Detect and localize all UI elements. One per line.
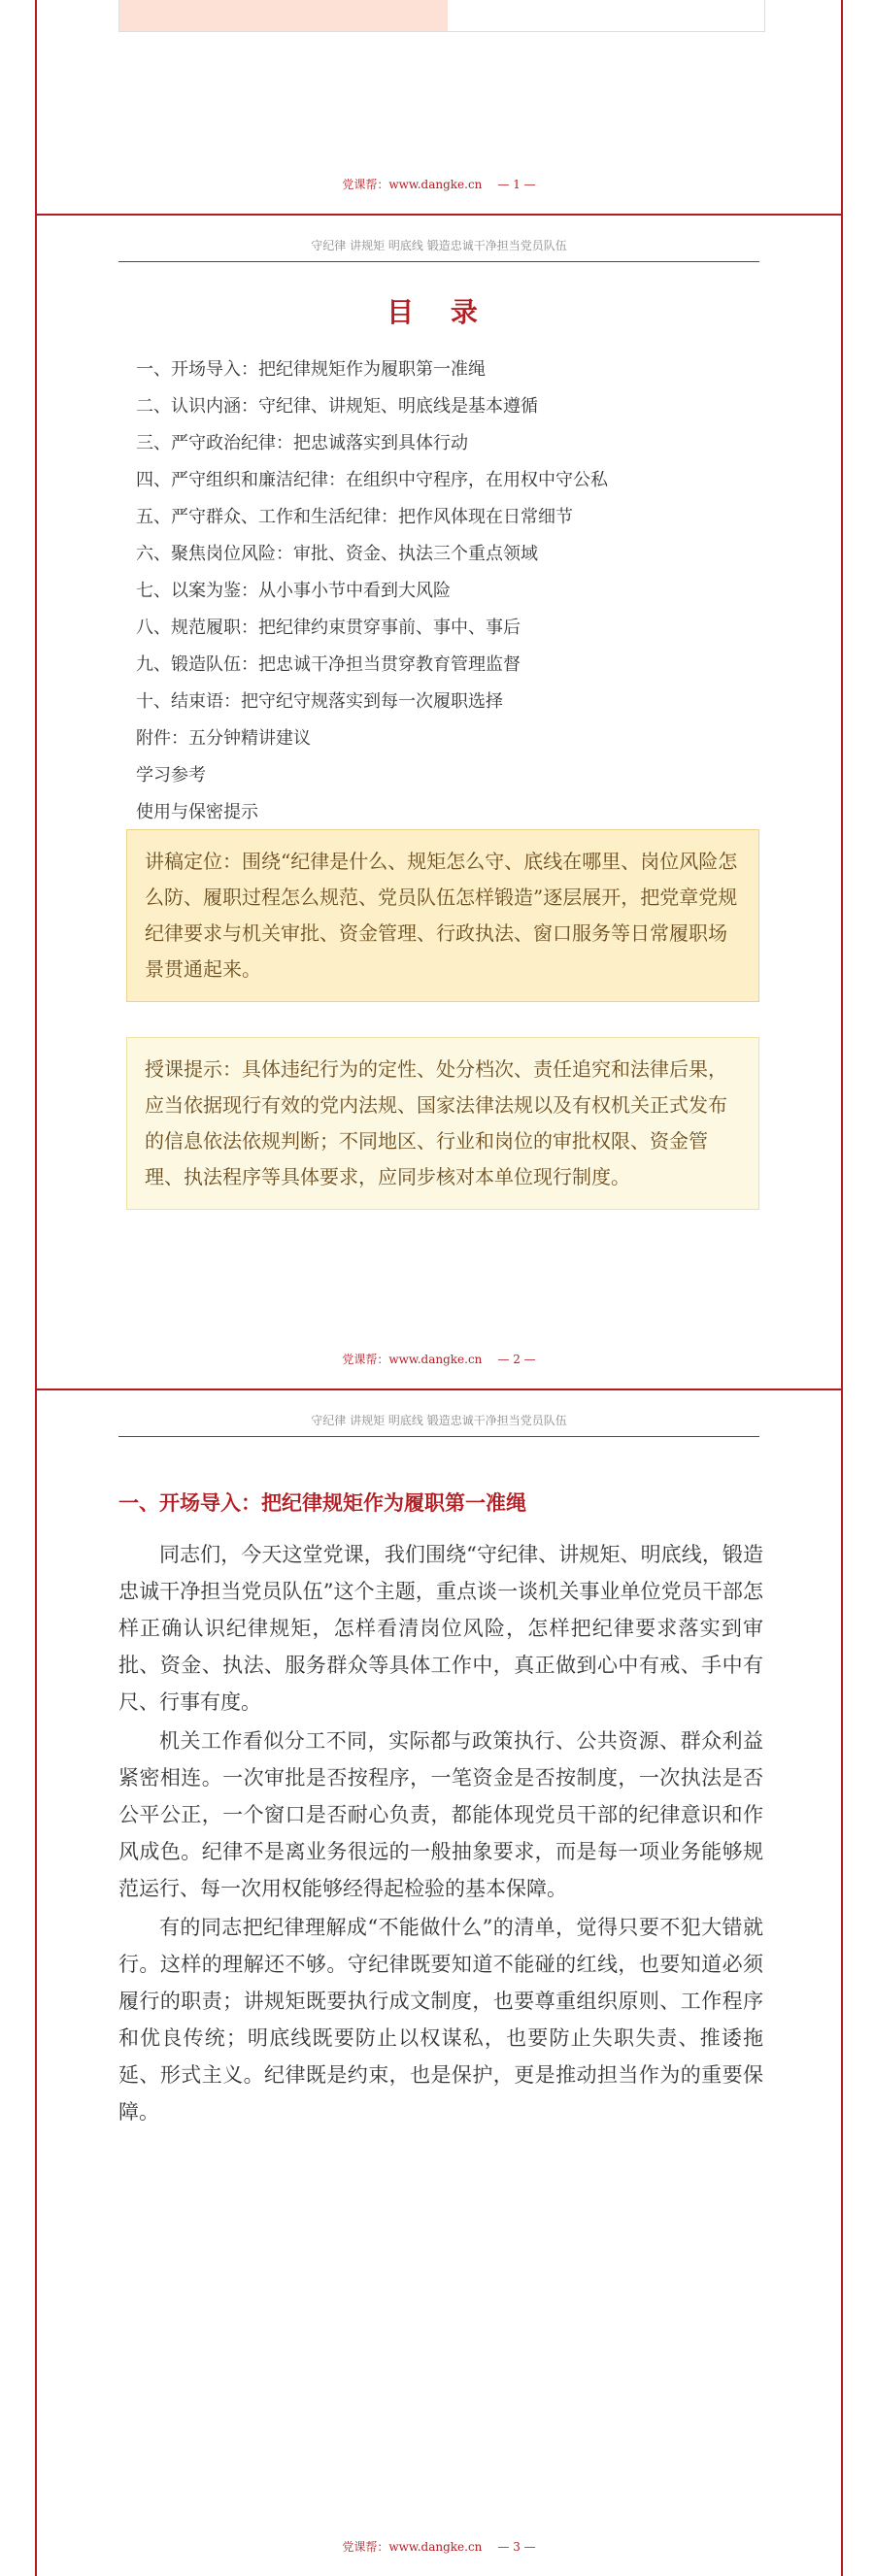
toc-title: 目 录: [387, 296, 491, 328]
toc-item[interactable]: 三、严守政治纪律：把忠诚落实到具体行动: [136, 433, 468, 453]
body-paragraph: 同志们，今天这堂党课，我们围绕“守纪律、讲规矩、明底线，锻造忠诚干净担当党员队伍”这个主题，重点谈一谈机关事业单位党员干部怎样正确认识纪律规矩，怎样看清岗位风险，怎样把纪律要求落实到审批、资金、执法、服务群众等具体工作中，真正做到心中有戒、手中有尺、行事有度。: [118, 1543, 763, 1714]
section-body: [118, 1536, 763, 2132]
toc-item[interactable]: 五、严守群众、工作和生活纪律：把作风体现在日常细节: [136, 507, 573, 527]
toc-item[interactable]: 二、认识内涵：守纪律、讲规矩、明底线是基本遵循: [136, 396, 538, 417]
page-footer: [37, 2538, 841, 2555]
page-2: [35, 216, 843, 1388]
positioning-callout: 讲稿定位：围绕“纪律是什么、规矩怎么守、底线在哪里、岗位风险怎么防、履职过程怎么规范、党员队伍怎样锻造”逐层展开，把党章党规纪律要求与机关审批、资金管理、行政执法、窗口服务等日常履职场景贯通起来。: [126, 829, 759, 1002]
body-paragraph: 机关工作看似分工不同，实际都与政策执行、公共资源、群众利益紧密相连。一次审批是否按程序，一笔资金是否按制度，一次执法是否公平公正，一个窗口是否耐心负责，都能体现党员干部的纪律意识和作风成色。纪律不是离业务很远的一般抽象要求，而是每一项业务能够规范运行、每一次用权能够经得起检验的基本保障。: [118, 1729, 763, 1900]
toc-item[interactable]: 使用与保密提示: [136, 802, 258, 822]
section-heading: 一、开场导入：把纪律规矩作为履职第一准绳: [118, 1491, 526, 1515]
toc-item[interactable]: 八、规范履职：把纪律约束贯穿事前、事中、事后: [136, 618, 521, 638]
footer-site[interactable]: 党课帮：www.dangke.cn: [342, 178, 483, 191]
page-number: — 3 —: [497, 2540, 536, 2554]
teaching-tip-callout: 授课提示：具体违纪行为的定性、处分档次、责任追究和法律后果，应当依据现行有效的党内法规、国家法律法规以及有权机关正式发布的信息依法依规判断；不同地区、行业和岗位的审批权限、资金管理、执法程序等具体要求，应同步核对本单位现行制度。: [126, 1037, 759, 1210]
footer-site[interactable]: 党课帮：www.dangke.cn: [342, 2540, 483, 2554]
toc-item[interactable]: 一、开场导入：把纪律规矩作为履职第一准绳: [136, 359, 486, 380]
toc-item[interactable]: 附件：五分钟精讲建议: [136, 728, 311, 749]
body-paragraph: 有的同志把纪律理解成“不能做什么”的清单，觉得只要不犯大错就行。这样的理解还不够。守纪律既要知道不能碰的红线，也要知道必须履行的职责；讲规矩既要执行成文制度，也要尊重组织原则、工作程序和优良传统；明底线既要防止以权谋私，也要防止失职失责、推诿拖延、形式主义。纪律既是约束，也是保护，更是推动担当作为的重要保障。: [118, 1916, 763, 2124]
toc-list: [136, 351, 608, 831]
page-number: — 1 —: [497, 178, 536, 191]
page-number: — 2 —: [497, 1353, 536, 1366]
toc-item[interactable]: 十、结束语：把守纪守规落实到每一次履职选择: [136, 691, 503, 712]
running-header: 守纪律 讲规矩 明底线 锻造忠诚干净担当党员队伍: [118, 237, 759, 262]
toc-item[interactable]: 六、聚焦岗位风险：审批、资金、执法三个重点领域: [136, 544, 538, 564]
toc-item[interactable]: 四、严守组织和廉洁纪律：在组织中守程序，在用权中守公私: [136, 470, 608, 490]
toc-item[interactable]: 九、锻造队伍：把忠诚干净担当贯穿教育管理监督: [136, 654, 521, 675]
table-remnant: [118, 0, 765, 32]
table-cell-shaded: [119, 0, 448, 31]
page-1: [35, 0, 843, 214]
toc-item[interactable]: 学习参考: [136, 765, 206, 786]
footer-site[interactable]: 党课帮：www.dangke.cn: [342, 1353, 483, 1366]
running-header: 守纪律 讲规矩 明底线 锻造忠诚干净担当党员队伍: [118, 1412, 759, 1437]
page-footer: [37, 1351, 841, 1367]
table-cell: [448, 0, 764, 31]
toc-item[interactable]: 七、以案为鉴：从小事小节中看到大风险: [136, 581, 451, 601]
page-footer: [37, 176, 841, 192]
page-3: [35, 1390, 843, 2576]
